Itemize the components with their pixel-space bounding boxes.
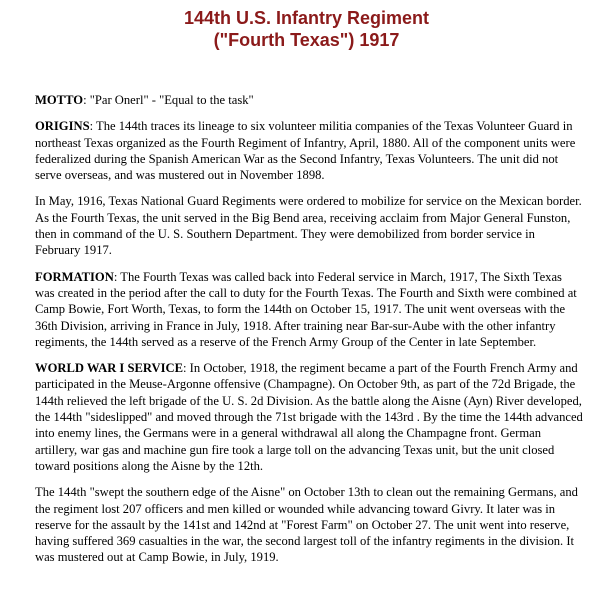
origins-paragraph: [35, 118, 583, 183]
origins-label: ORIGINS: [35, 119, 90, 134]
origins-text: : The 144th traces its lineage to six volunteer militia companies of the Texas Volunteer Guard in northeast Texas organized as the Fourth Regiment of Infantry, April, 1880. All of the component units were federalized during the Spanish American War as the Second Infantry, Texas Volunteers. The unit did not serve overseas, and was mustered out in November 1898.: [35, 119, 576, 183]
motto-paragraph: [35, 92, 583, 108]
aftermath-paragraph: The 144th "swept the southern edge of the Aisne" on October 13th to clean out the remaining Germans, and the regiment lost 207 officers and men killed or wounded while advancing toward Givry. It later was in reserve for the assault by the 141st and 142nd at "Forest Farm" on October 27. The unit went into reserve, having suffered 369 casualties in the war, the second largest toll of the infantry regiments in the division. It was mustered out at Camp Bowie, in July, 1919.: [35, 485, 578, 565]
wwi-service-label: WORLD WAR I SERVICE: [35, 361, 184, 376]
formation-label: FORMATION: [35, 269, 114, 284]
page-title: [0, 0, 613, 51]
formation-text: : The Fourth Texas was called back into Federal service in March, 1917, The Sixth Texas was created in the period after the call to duty for the Fourth Texas. The Fourth and Sixth were combined at Camp Bowie, Fort Worth, Texas, to form the 144th on October 15, 1917. The unit went overseas with the 36th Division, arriving in France in July, 1918. After training near Bar-sur-Aube with the other infantry regiments, the 144th served as a reserve of the French Army Group of the Center in late September.: [35, 269, 577, 349]
title-line-2: ("Fourth Texas") 1917: [213, 30, 400, 50]
motto-text: : "Par Onerl" - "Equal to the task": [83, 93, 254, 107]
title-line-1: 144th U.S. Infantry Regiment: [183, 8, 430, 28]
article-body: [35, 92, 583, 576]
wwi-service-text: : In October, 1918, the regiment became a part of the Fourth French Army and participated in the Meuse-Argonne offensive (Champagne). On October 9th, as part of the 72d Brigade, the 144th relieved the left brigade of the U. S. 2d Division. As the battle along the Aisne (Ayn) River developed, the 144th "sideslipped" and moved through the 71st brigade with the 143rd . By the time the 144th advanced into enemy lines, the Germans were in a general withdrawal all along the Champagne front. German artillery, war gas and machine gun fire took a large toll on the advancing Texas unit, but the unit closed toward positions along the Aisne by the 12th.: [35, 361, 583, 473]
formation-paragraph: [35, 269, 583, 350]
motto-label: MOTTO: [35, 93, 84, 107]
wwi-service-paragraph: [35, 360, 583, 474]
border-service-paragraph: In May, 1916, Texas National Guard Regiments were ordered to mobilize for service on the Mexican border. As the Fourth Texas, the unit served in the Big Bend area, receiving acclaim from Major General Funston, then in command of the U. S. Southern Department. They were demobilized from border service in February 1917.: [35, 194, 582, 258]
